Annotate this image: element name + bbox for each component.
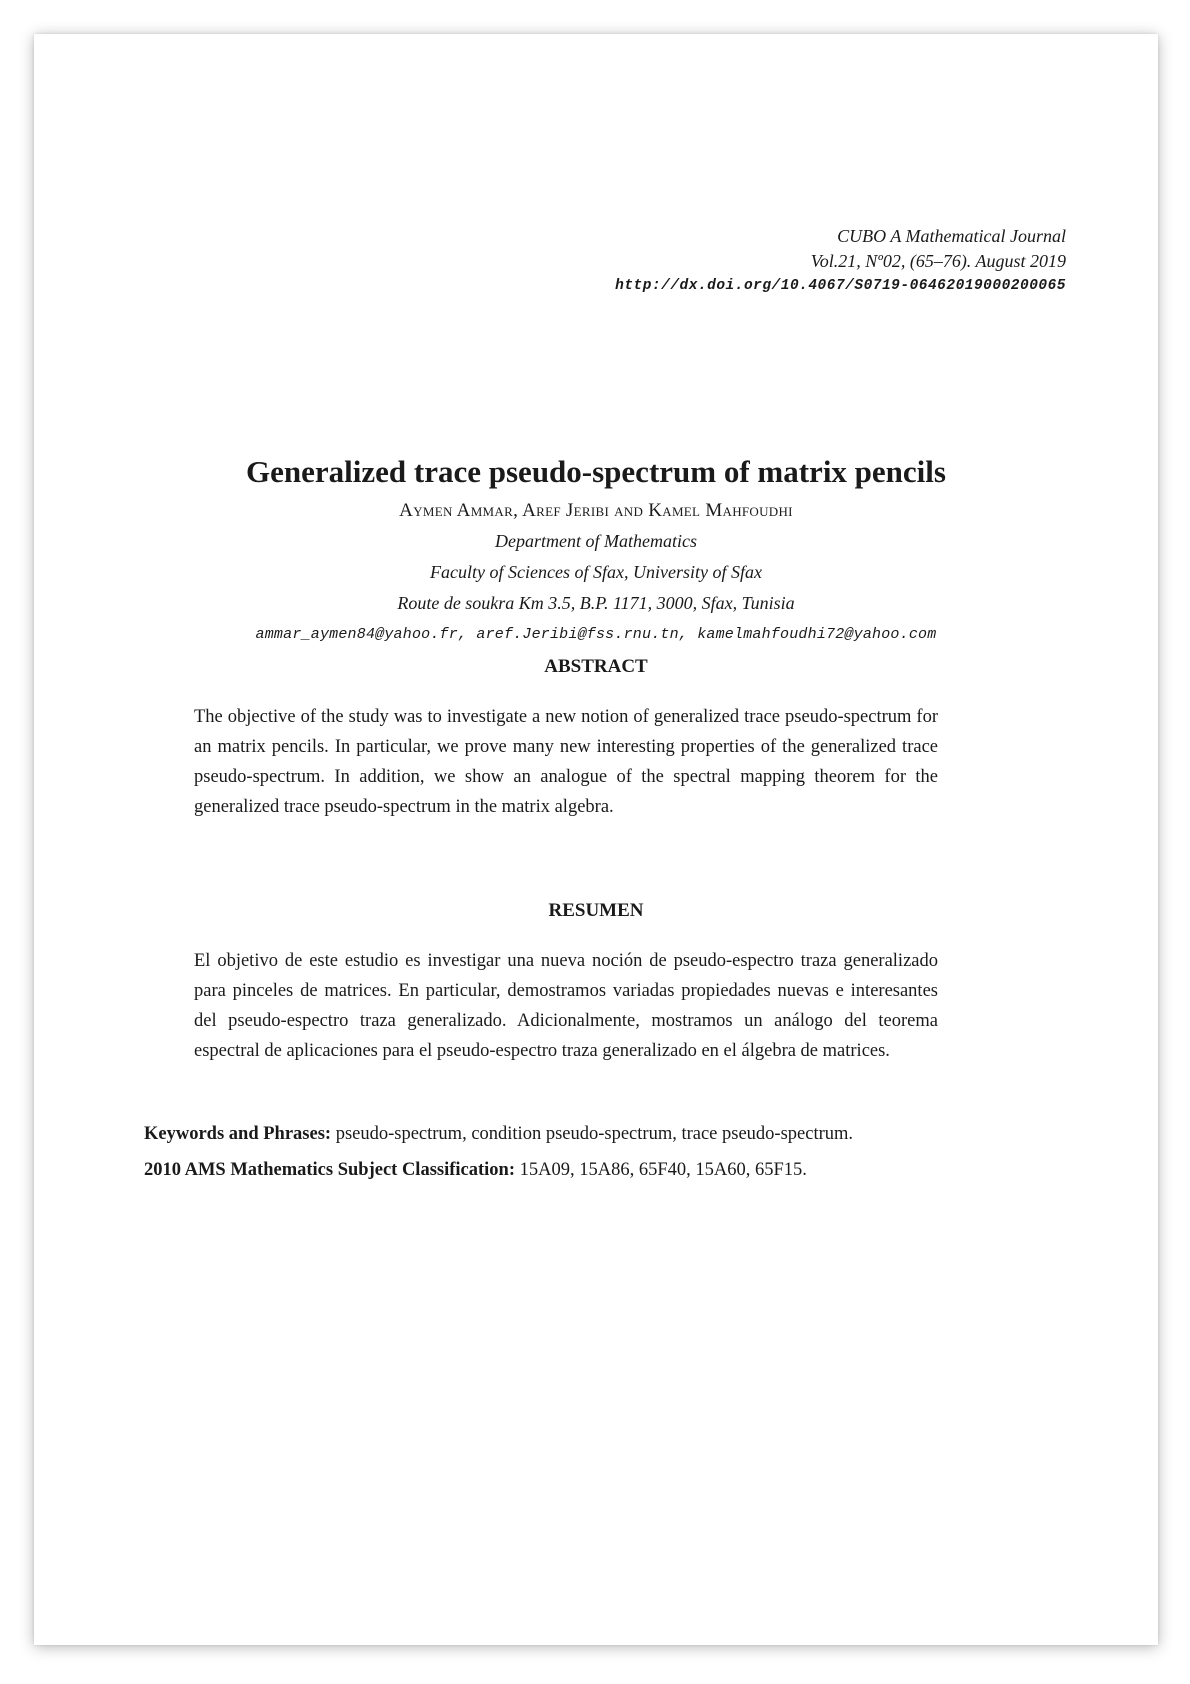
author-names: Aymen Ammar, Aref Jeribi and Kamel Mahfoudhi [399,500,793,521]
abstract-heading: ABSTRACT [544,656,648,677]
abstract-text: The objective of the study was to investigate a new notion of generalized trace pseudo-spectrum for an matrix pencils. In particular, we prove many new interesting properties of the generalized trace pseudo-spectrum. In addition, we show an analogue of the spectral mapping theorem for the generalized trace pseudo-spectrum in the matrix algebra. [194,707,938,817]
journal-volume: Vol.21, Nº02, (65–76). August 2019 [810,251,1066,271]
doi-link[interactable]: http://dx.doi.org/10.4067/S0719-06462019000200065 [615,278,1066,294]
journal-header [615,224,1066,299]
resumen-heading: RESUMEN [548,900,644,921]
keywords-label: Keywords and Phrases: [144,1124,332,1144]
keywords-value: pseudo-spectrum, condition pseudo-spectrum, trace pseudo-spectrum. [335,1124,854,1144]
faculty: Faculty of Sciences of Sfax, University of Sfax [430,562,762,582]
paper-title: Generalized trace pseudo-spectrum of matrix pencils [246,454,946,489]
classification-value: 15A09, 15A86, 65F40, 15A60, 65F15. [519,1160,807,1180]
author-emails[interactable]: ammar_aymen84@yahoo.fr, aref.Jeribi@fss.rnu.tn, kamelmahfoudhi72@yahoo.com [255,626,937,643]
address: Route de soukra Km 3.5, B.P. 1171, 3000, Sfax, Tunisia [397,593,795,613]
keywords-line [144,1116,1064,1152]
author-block [34,495,1158,650]
department: Department of Mathematics [495,531,697,551]
paper-page [34,34,1158,1645]
classification-line [144,1152,1064,1188]
journal-name: CUBO A Mathematical Journal [837,226,1066,246]
classification-label: 2010 AMS Mathematics Subject Classification: [144,1160,515,1180]
resumen-text: El objetivo de este estudio es investigar una nueva noción de pseudo-espectro traza generalizado para pinceles de matrices. En particular, demostramos variadas propiedades nuevas e interesantes del pseudo-espectro traza generalizado. Adicionalmente, mostramos un análogo del teorema espectral de aplicaciones para el pseudo-espectro traza generalizado en el álgebra de matrices. [194,951,938,1061]
